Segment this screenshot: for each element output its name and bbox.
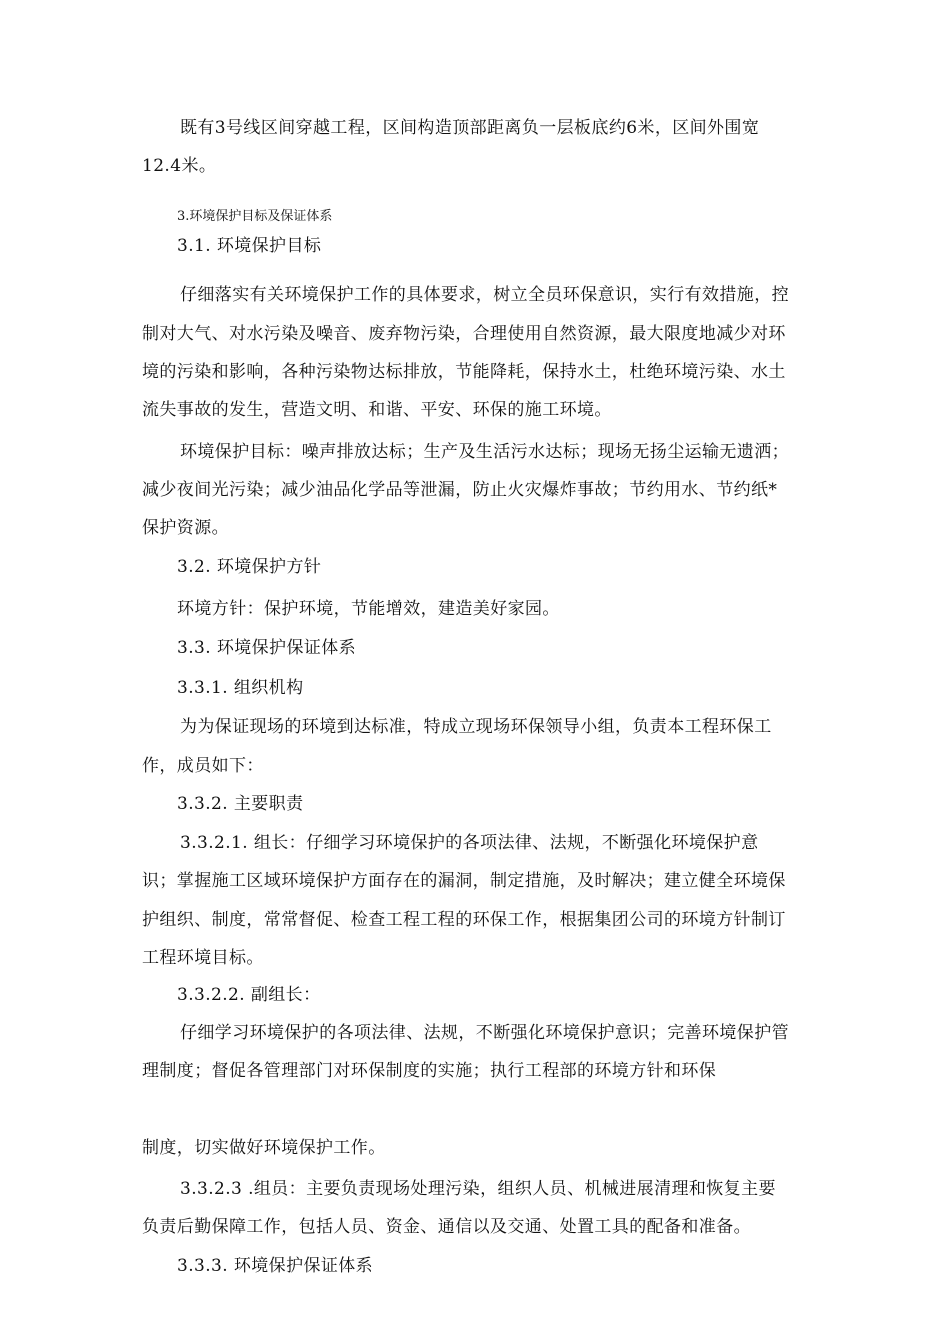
text-line: 环境方针：保护环境，节能增效，建造美好家园。 xyxy=(177,599,560,619)
section-heading: 3.3. 环境保护保证体系 xyxy=(177,638,357,658)
text-line: 3.3.2.3 .组员：主要负责现场处理污染，组织人员、机械进展清理和恢复主要 xyxy=(180,1179,776,1199)
section-heading: 3.环境保护目标及保证体系 xyxy=(177,209,333,224)
text-line: 保护资源。 xyxy=(142,518,229,538)
text-line: 减少夜间光污染；减少油品化学品等泄漏，防止火灾爆炸事故；节约用水、节约纸* xyxy=(142,480,778,500)
text-line: 既有3号线区间穿越工程，区间构造顶部距离负一层板底约6米，区间外围宽 xyxy=(180,118,760,138)
section-heading: 3.3.3. 环境保护保证体系 xyxy=(177,1256,374,1276)
text-line: 仔细学习环境保护的各项法律、法规，不断强化环境保护意识；完善环境保护管 xyxy=(180,1023,789,1043)
text-line: 工程环境目标。 xyxy=(142,948,264,968)
text-line: 理制度；督促各管理部门对环保制度的实施；执行工程部的环境方针和环保 xyxy=(142,1061,717,1081)
text-line: 护组织、制度，常常督促、检查工程工程的环保工作，根据集团公司的环境方针制订 xyxy=(142,910,786,930)
text-line: 作，成员如下： xyxy=(142,756,264,776)
section-heading: 3.3.2.2. 副组长： xyxy=(177,985,321,1005)
text-line: 12.4米。 xyxy=(142,156,217,176)
section-heading: 3.1. 环境保护目标 xyxy=(177,236,322,256)
text-line: 环境保护目标：噪声排放达标；生产及生活污水达标；现场无扬尘运输无遗洒； xyxy=(180,442,789,462)
text-line: 3.3.2.1. 组长：仔细学习环境保护的各项法律、法规，不断强化环境保护意 xyxy=(180,833,759,853)
text-line: 负责后勤保障工作，包括人员、资金、通信以及交通、处置工具的配备和准备。 xyxy=(142,1217,751,1237)
section-heading: 3.3.1. 组织机构 xyxy=(177,678,304,698)
text-line: 流失事故的发生，营造文明、和谐、平安、环保的施工环境。 xyxy=(142,400,612,420)
text-line: 制度，切实做好环境保护工作。 xyxy=(142,1138,386,1158)
text-line: 制对大气、对水污染及噪音、废弃物污染，合理使用自然资源，最大限度地减少对环 xyxy=(142,324,786,344)
text-line: 识；掌握施工区域环境保护方面存在的漏洞，制定措施，及时解决；建立健全环境保 xyxy=(142,871,786,891)
section-heading: 3.2. 环境保护方针 xyxy=(177,557,322,577)
text-line: 境的污染和影响，各种污染物达标排放，节能降耗，保持水土，杜绝环境污染、水土 xyxy=(142,362,786,382)
text-line: 为为保证现场的环境到达标准，特成立现场环保领导小组，负责本工程环保工 xyxy=(180,717,772,737)
text-line: 仔细落实有关环境保护工作的具体要求，树立全员环保意识，实行有效措施，控 xyxy=(180,285,789,305)
section-heading: 3.3.2. 主要职责 xyxy=(177,794,304,814)
